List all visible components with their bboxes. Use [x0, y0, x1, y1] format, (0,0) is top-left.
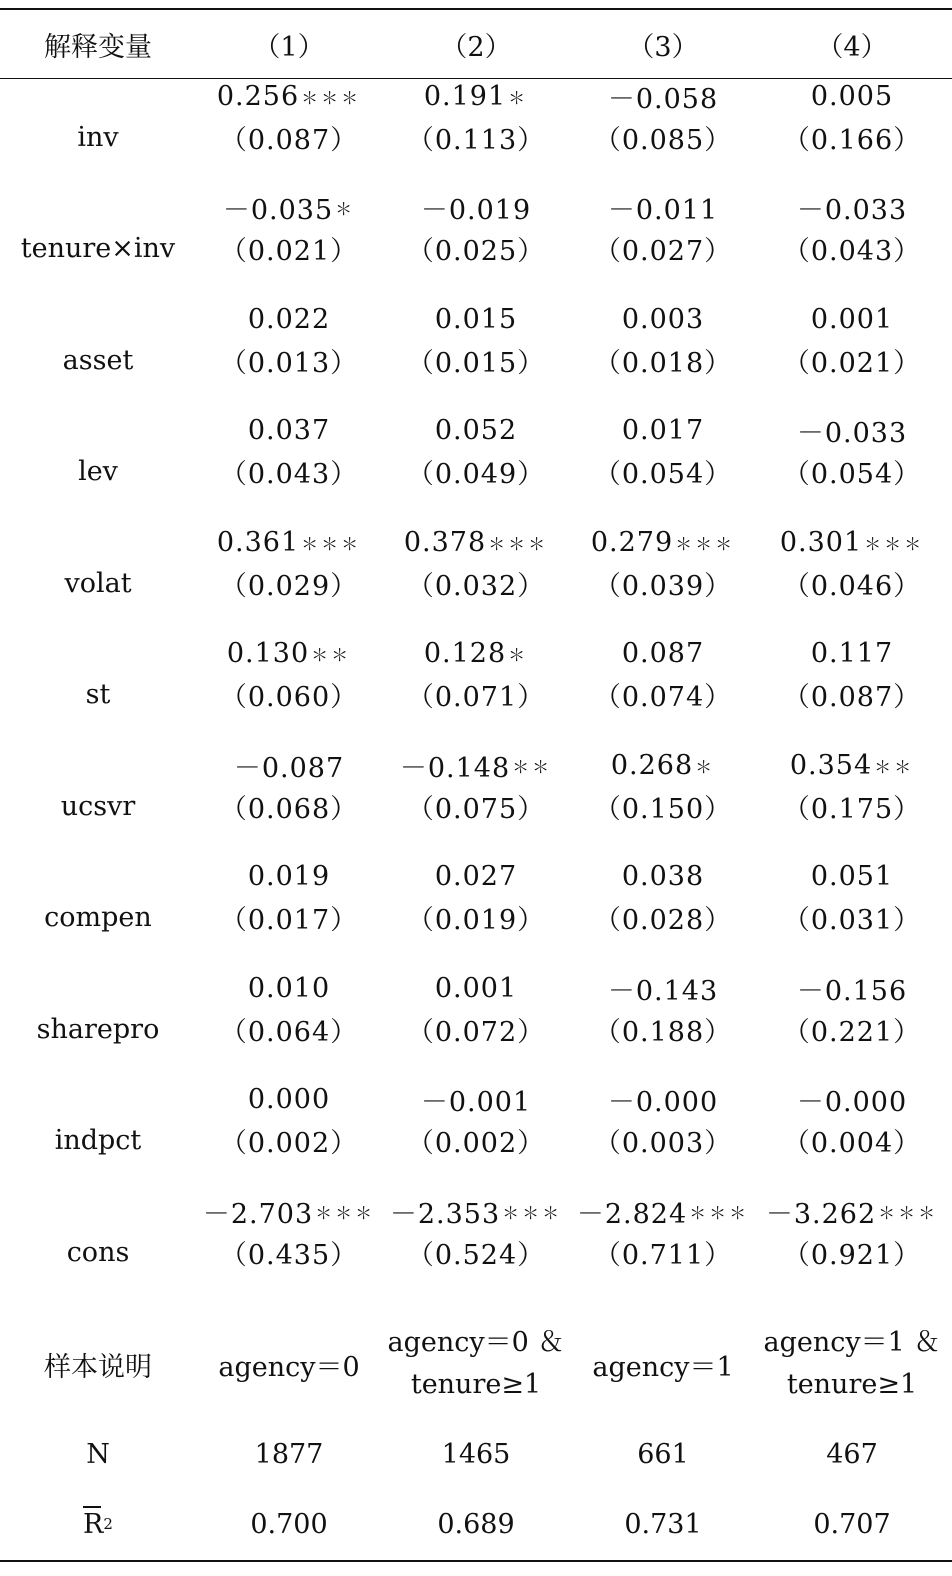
header-col-4: （4）	[816, 31, 888, 63]
variable-name: volat	[64, 567, 132, 599]
coefficient-value: 0.052	[434, 415, 518, 446]
coefficient-cell	[756, 745, 948, 785]
coefficient-value: 0.027	[434, 861, 518, 892]
coefficient-value: －0.011	[607, 195, 719, 226]
coefficient-value: 0.038	[621, 861, 705, 892]
coefficient-cell	[382, 634, 570, 674]
variable-name: sharepro	[36, 1013, 160, 1045]
n-col-4: 467	[826, 1438, 878, 1470]
standard-error-cell: （0.002）	[406, 1128, 546, 1159]
standard-error-cell: （0.029）	[219, 570, 359, 602]
top-rule	[0, 8, 952, 10]
standard-error-cell: （0.711）	[593, 1239, 733, 1271]
standard-error-cell: （0.032）	[406, 570, 546, 602]
coefficient-value: 0.010	[247, 972, 331, 1004]
coefficient-cell	[382, 968, 570, 1008]
bottom-rule	[0, 1560, 952, 1562]
standard-error-cell: （0.021）	[782, 347, 922, 379]
sample-col-4-line-2: tenure≥1	[786, 1369, 918, 1400]
coefficient-value: 0.117	[810, 638, 894, 669]
coefficient-value: －0.019	[420, 195, 532, 226]
coefficient-value: －2.703	[202, 1198, 314, 1230]
coefficient-cell	[196, 76, 382, 116]
variable-name: lev	[78, 456, 118, 487]
significance-stars: ＊＊＊	[689, 1203, 750, 1224]
sample-col-3: agency＝1	[592, 1351, 734, 1383]
significance-stars: ＊＊＊	[301, 534, 362, 555]
standard-error-cell: （0.188）	[593, 1016, 733, 1048]
coefficient-cell	[570, 188, 756, 228]
standard-error-cell: （0.003）	[593, 1128, 733, 1159]
coefficient-cell	[756, 188, 948, 228]
standard-error-cell: （0.046）	[782, 570, 922, 602]
standard-error-cell: （0.031）	[782, 905, 922, 936]
coefficient-value: －0.058	[607, 83, 719, 115]
coefficient-value: 0.301	[779, 526, 863, 558]
coefficient-value: 0.003	[621, 303, 705, 335]
coefficient-cell	[196, 411, 382, 451]
standard-error-cell: （0.025）	[406, 236, 546, 267]
standard-error-cell: （0.060）	[219, 682, 359, 713]
coefficient-cell	[382, 299, 570, 339]
coefficient-cell	[382, 1080, 570, 1120]
coefficient-cell	[570, 1191, 756, 1231]
coefficient-cell	[570, 299, 756, 339]
coefficient-cell	[756, 857, 948, 897]
coefficient-value: 0.279	[590, 526, 674, 558]
coefficient-value: 0.051	[810, 861, 894, 892]
standard-error-cell: （0.049）	[406, 459, 546, 490]
significance-stars: ＊＊＊	[502, 1203, 563, 1224]
sample-label: 样本说明	[44, 1351, 152, 1383]
coefficient-cell	[570, 1080, 756, 1120]
standard-error-cell: （0.039）	[593, 570, 733, 602]
coefficient-value: －0.148	[399, 752, 511, 784]
significance-stars: ＊＊＊	[488, 534, 549, 555]
significance-stars: ＊＊＊	[675, 534, 736, 555]
significance-stars: ＊＊	[874, 757, 915, 778]
standard-error-cell: （0.075）	[406, 793, 546, 825]
coefficient-cell	[570, 522, 756, 562]
variable-name: asset	[62, 344, 134, 376]
standard-error-cell: （0.027）	[593, 236, 733, 267]
standard-error-cell: （0.002）	[219, 1128, 359, 1159]
standard-error-cell: （0.071）	[406, 682, 546, 713]
coefficient-value: －2.824	[576, 1198, 688, 1230]
coefficient-cell	[382, 188, 570, 228]
coefficient-cell	[196, 299, 382, 339]
standard-error-cell: （0.068）	[219, 793, 359, 825]
variable-name: cons	[66, 1236, 130, 1268]
standard-error-cell: （0.072）	[406, 1016, 546, 1048]
coefficient-cell	[196, 745, 382, 785]
significance-stars: ＊＊＊	[315, 1203, 376, 1224]
coefficient-cell	[196, 188, 382, 228]
standard-error-cell: （0.019）	[406, 905, 546, 936]
coefficient-value: 0.017	[621, 415, 705, 446]
coefficient-cell	[756, 634, 948, 674]
coefficient-cell	[196, 968, 382, 1008]
coefficient-cell	[382, 522, 570, 562]
coefficient-value: 0.037	[247, 415, 331, 446]
variable-name: ucsvr	[60, 790, 136, 822]
standard-error-cell: （0.054）	[593, 459, 733, 490]
standard-error-cell: （0.221）	[782, 1016, 922, 1048]
coefficient-cell	[382, 857, 570, 897]
coefficient-cell	[570, 634, 756, 674]
coefficient-cell	[756, 1080, 948, 1120]
coefficient-value: 0.005	[810, 80, 894, 112]
coefficient-cell	[382, 411, 570, 451]
coefficient-value: 0.378	[403, 526, 487, 558]
coefficient-value: －0.035	[222, 195, 334, 226]
standard-error-cell: （0.166）	[782, 124, 922, 156]
standard-error-cell: （0.085）	[593, 124, 733, 156]
standard-error-cell: （0.054）	[782, 459, 922, 490]
standard-error-cell: （0.074）	[593, 682, 733, 713]
variable-name: inv	[77, 121, 119, 153]
header-col-2: （2）	[440, 31, 512, 63]
header-col-3: （3）	[627, 31, 699, 63]
standard-error-cell: （0.064）	[219, 1016, 359, 1048]
coefficient-value: －0.033	[796, 195, 908, 226]
sample-col-1: agency＝0	[218, 1351, 360, 1383]
standard-error-cell: （0.017）	[219, 905, 359, 936]
coefficient-value: 0.019	[247, 861, 331, 892]
coefficient-value: －0.000	[607, 1087, 719, 1118]
significance-stars: ＊＊＊	[864, 534, 925, 555]
coefficient-cell	[756, 299, 948, 339]
header-variable-label: 解释变量	[44, 31, 152, 63]
coefficient-value: 0.191	[423, 80, 507, 112]
coefficient-cell	[382, 745, 570, 785]
coefficient-cell	[756, 411, 948, 451]
n-col-3: 661	[637, 1438, 689, 1470]
significance-stars: ＊	[508, 88, 529, 109]
standard-error-cell: （0.921）	[782, 1239, 922, 1271]
coefficient-cell	[382, 76, 570, 116]
standard-error-cell: （0.113）	[406, 124, 546, 156]
standard-error-cell: （0.087）	[782, 682, 922, 713]
standard-error-cell: （0.087）	[219, 124, 359, 156]
coefficient-value: 0.001	[810, 303, 894, 335]
adj-r2-label	[0, 1502, 196, 1546]
r2-col-2: 0.689	[437, 1508, 515, 1540]
coefficient-value: 0.256	[216, 80, 300, 112]
coefficient-cell	[756, 1191, 948, 1231]
variable-name: tenure×inv	[20, 233, 176, 264]
coefficient-cell	[570, 857, 756, 897]
r-with-bar: R	[83, 1508, 104, 1540]
r2-superscript: 2	[103, 1515, 113, 1533]
coefficient-cell	[756, 76, 948, 116]
standard-error-cell: （0.150）	[593, 793, 733, 825]
sample-col-4-line-1: agency＝1 ＆	[763, 1327, 941, 1358]
coefficient-value: －0.001	[420, 1087, 532, 1118]
coefficient-value: 0.128	[423, 638, 507, 669]
significance-stars: ＊＊＊	[878, 1203, 939, 1224]
coefficient-value: 0.087	[621, 638, 705, 669]
coefficient-value: －2.353	[389, 1198, 501, 1230]
coefficient-cell	[570, 745, 756, 785]
coefficient-value: 0.015	[434, 303, 518, 335]
significance-stars: ＊＊	[512, 757, 553, 778]
variable-name: compen	[44, 902, 152, 933]
coefficient-value: －0.156	[796, 975, 908, 1007]
coefficient-cell	[570, 76, 756, 116]
variable-name: indpct	[54, 1125, 142, 1156]
standard-error-cell: （0.021）	[219, 236, 359, 267]
significance-stars: ＊＊＊	[301, 88, 362, 109]
coefficient-value: 0.361	[216, 526, 300, 558]
sample-col-2-line-2: tenure≥1	[410, 1369, 542, 1400]
coefficient-cell	[382, 1191, 570, 1231]
coefficient-cell	[196, 857, 382, 897]
sample-col-2	[382, 1320, 570, 1408]
significance-stars: ＊	[695, 757, 716, 778]
coefficient-cell	[570, 968, 756, 1008]
coefficient-cell	[756, 522, 948, 562]
coefficient-value: 0.022	[247, 303, 331, 335]
coefficient-cell	[196, 634, 382, 674]
standard-error-cell: （0.028）	[593, 905, 733, 936]
coefficient-cell	[196, 1191, 382, 1231]
coefficient-cell	[756, 968, 948, 1008]
coefficient-value: －0.000	[796, 1087, 908, 1118]
standard-error-cell: （0.043）	[782, 236, 922, 267]
coefficient-value: 0.001	[434, 972, 518, 1004]
coefficient-cell	[196, 522, 382, 562]
standard-error-cell: （0.524）	[406, 1239, 546, 1271]
n-col-1: 1877	[254, 1438, 324, 1470]
standard-error-cell: （0.043）	[219, 459, 359, 490]
coefficient-cell	[570, 411, 756, 451]
coefficient-value: －0.087	[233, 752, 345, 784]
significance-stars: ＊＊	[311, 646, 352, 666]
standard-error-cell: （0.013）	[219, 347, 359, 379]
standard-error-cell: （0.435）	[219, 1239, 359, 1271]
r2-col-4: 0.707	[813, 1508, 891, 1540]
n-col-2: 1465	[441, 1438, 511, 1470]
coefficient-value: －0.143	[607, 975, 719, 1007]
coefficient-value: 0.000	[247, 1084, 331, 1115]
significance-stars: ＊	[508, 646, 529, 666]
standard-error-cell: （0.018）	[593, 347, 733, 379]
coefficient-value: －3.262	[765, 1198, 877, 1230]
coefficient-cell	[196, 1080, 382, 1120]
coefficient-value: －0.033	[796, 418, 908, 449]
sample-col-2-line-1: agency＝0 ＆	[387, 1327, 565, 1358]
r2-col-1: 0.700	[250, 1508, 328, 1540]
standard-error-cell: （0.015）	[406, 347, 546, 379]
coefficient-value: 0.354	[789, 749, 873, 781]
header-col-1: （1）	[253, 31, 325, 63]
n-label: N	[86, 1438, 110, 1470]
variable-name: st	[85, 679, 111, 710]
sample-col-4	[756, 1320, 948, 1408]
coefficient-value: 0.130	[226, 638, 310, 669]
coefficient-value: 0.268	[610, 749, 694, 781]
standard-error-cell: （0.004）	[782, 1128, 922, 1159]
r2-col-3: 0.731	[624, 1508, 702, 1540]
significance-stars: ＊	[335, 200, 356, 220]
standard-error-cell: （0.175）	[782, 793, 922, 825]
